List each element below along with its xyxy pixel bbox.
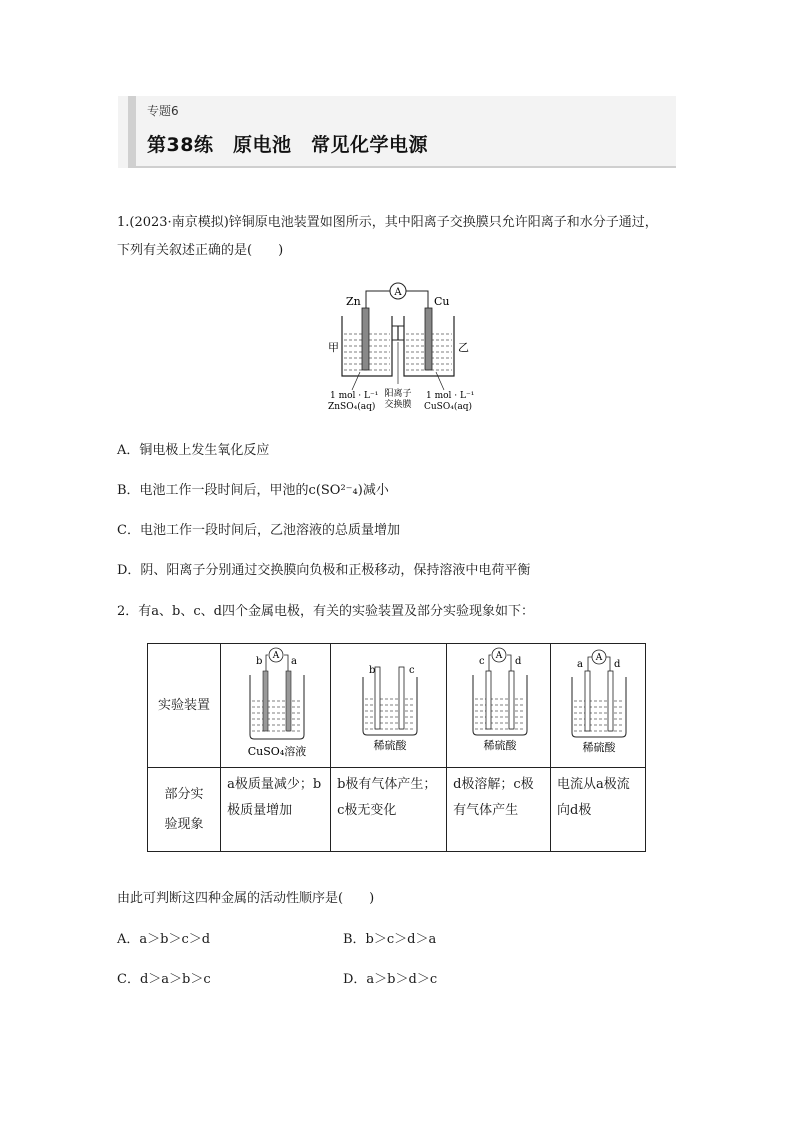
svg-text:稀硫酸: 稀硫酸 — [582, 740, 616, 754]
q2-option-d: D．a＞b＞d＞c — [343, 972, 438, 987]
svg-text:交换膜: 交换膜 — [384, 400, 412, 410]
svg-text:b: b — [255, 655, 263, 667]
apparatus-4 — [551, 644, 646, 768]
header-accent-bar — [128, 96, 136, 168]
svg-text:CuSO₄(aq): CuSO₄(aq) — [424, 402, 472, 412]
experiment-table — [147, 643, 646, 852]
q1-stem-line2: 下列有关叙述正确的是( ) — [117, 243, 284, 258]
zinc-copper-cell-diagram — [300, 278, 500, 420]
apparatus-3 — [447, 644, 551, 768]
q2-stem: 2．有a、b、c、d四个金属电极，有关的实验装置及部分实验现象如下： — [117, 604, 534, 619]
svg-text:c: c — [408, 664, 415, 676]
svg-text:d: d — [614, 658, 621, 670]
svg-text:阳离子: 阳离子 — [384, 389, 412, 399]
observation-4: 电流从a极流 向d极 — [551, 768, 646, 852]
observation-3: d极溶解；c极 有气体产生 — [447, 768, 551, 852]
svg-text:A: A — [595, 652, 603, 663]
topic-label: 专题6 — [147, 104, 179, 118]
cell-yi-label: 乙 — [458, 341, 469, 354]
svg-text:c: c — [478, 655, 485, 667]
zn-electrode — [362, 308, 369, 370]
header-underline — [128, 166, 676, 168]
svg-text:a: a — [290, 655, 297, 667]
q1-option-b: B．电池工作一段时间后，甲池的c(SO²⁻₄)减小 — [117, 483, 389, 498]
q2-question: 由此可判断这四种金属的活动性顺序是( ) — [117, 891, 375, 906]
apparatus-1 — [221, 644, 331, 768]
cu-electrode — [425, 308, 432, 370]
q1-option-d: D．阴、阳离子分别通过交换膜向负极和正极移动，保持溶液中电荷平衡 — [117, 563, 531, 578]
q2-option-c: C．d＞a＞b＞c — [117, 972, 211, 987]
svg-text:稀硫酸: 稀硫酸 — [373, 738, 407, 752]
svg-text:ZnSO₄(aq): ZnSO₄(aq) — [328, 402, 376, 412]
svg-text:b: b — [368, 664, 375, 676]
q2-option-a: A．a＞b＞c＞d — [117, 932, 211, 947]
svg-text:1 mol · L⁻¹: 1 mol · L⁻¹ — [426, 391, 475, 401]
row-label-observations: 部分实 验现象 — [148, 768, 221, 852]
ammeter-label: A — [394, 287, 402, 298]
cell-jia-label: 甲 — [328, 341, 339, 354]
cu-label: Cu — [434, 295, 450, 308]
apparatus-2 — [331, 644, 447, 768]
svg-text:稀硫酸: 稀硫酸 — [483, 738, 517, 752]
q2-option-b: B．b＞c＞d＞a — [343, 932, 437, 947]
svg-text:CuSO₄溶液: CuSO₄溶液 — [247, 744, 306, 758]
q1-option-c: C．电池工作一段时间后，乙池溶液的总质量增加 — [117, 523, 400, 538]
page-title: 第38练 原电池 常见化学电源 — [147, 134, 428, 156]
q1-stem-line1: 1.(2023·南京模拟)锌铜原电池装置如图所示，其中阳离子交换膜只允许阳离子和水分子通过， — [117, 215, 658, 230]
svg-text:A: A — [495, 650, 502, 661]
svg-text:a: a — [577, 658, 583, 670]
svg-text:d: d — [514, 655, 521, 667]
svg-text:A: A — [272, 650, 279, 661]
observation-1: a极质量减少；b 极质量增加 — [221, 768, 331, 852]
row-label-apparatus: 实验装置 — [148, 644, 221, 768]
observation-2: b极有气体产生； c极无变化 — [331, 768, 447, 852]
zn-label: Zn — [346, 295, 361, 308]
q1-option-a: A．铜电极上发生氧化反应 — [117, 443, 270, 458]
svg-text:1 mol · L⁻¹: 1 mol · L⁻¹ — [330, 391, 379, 401]
